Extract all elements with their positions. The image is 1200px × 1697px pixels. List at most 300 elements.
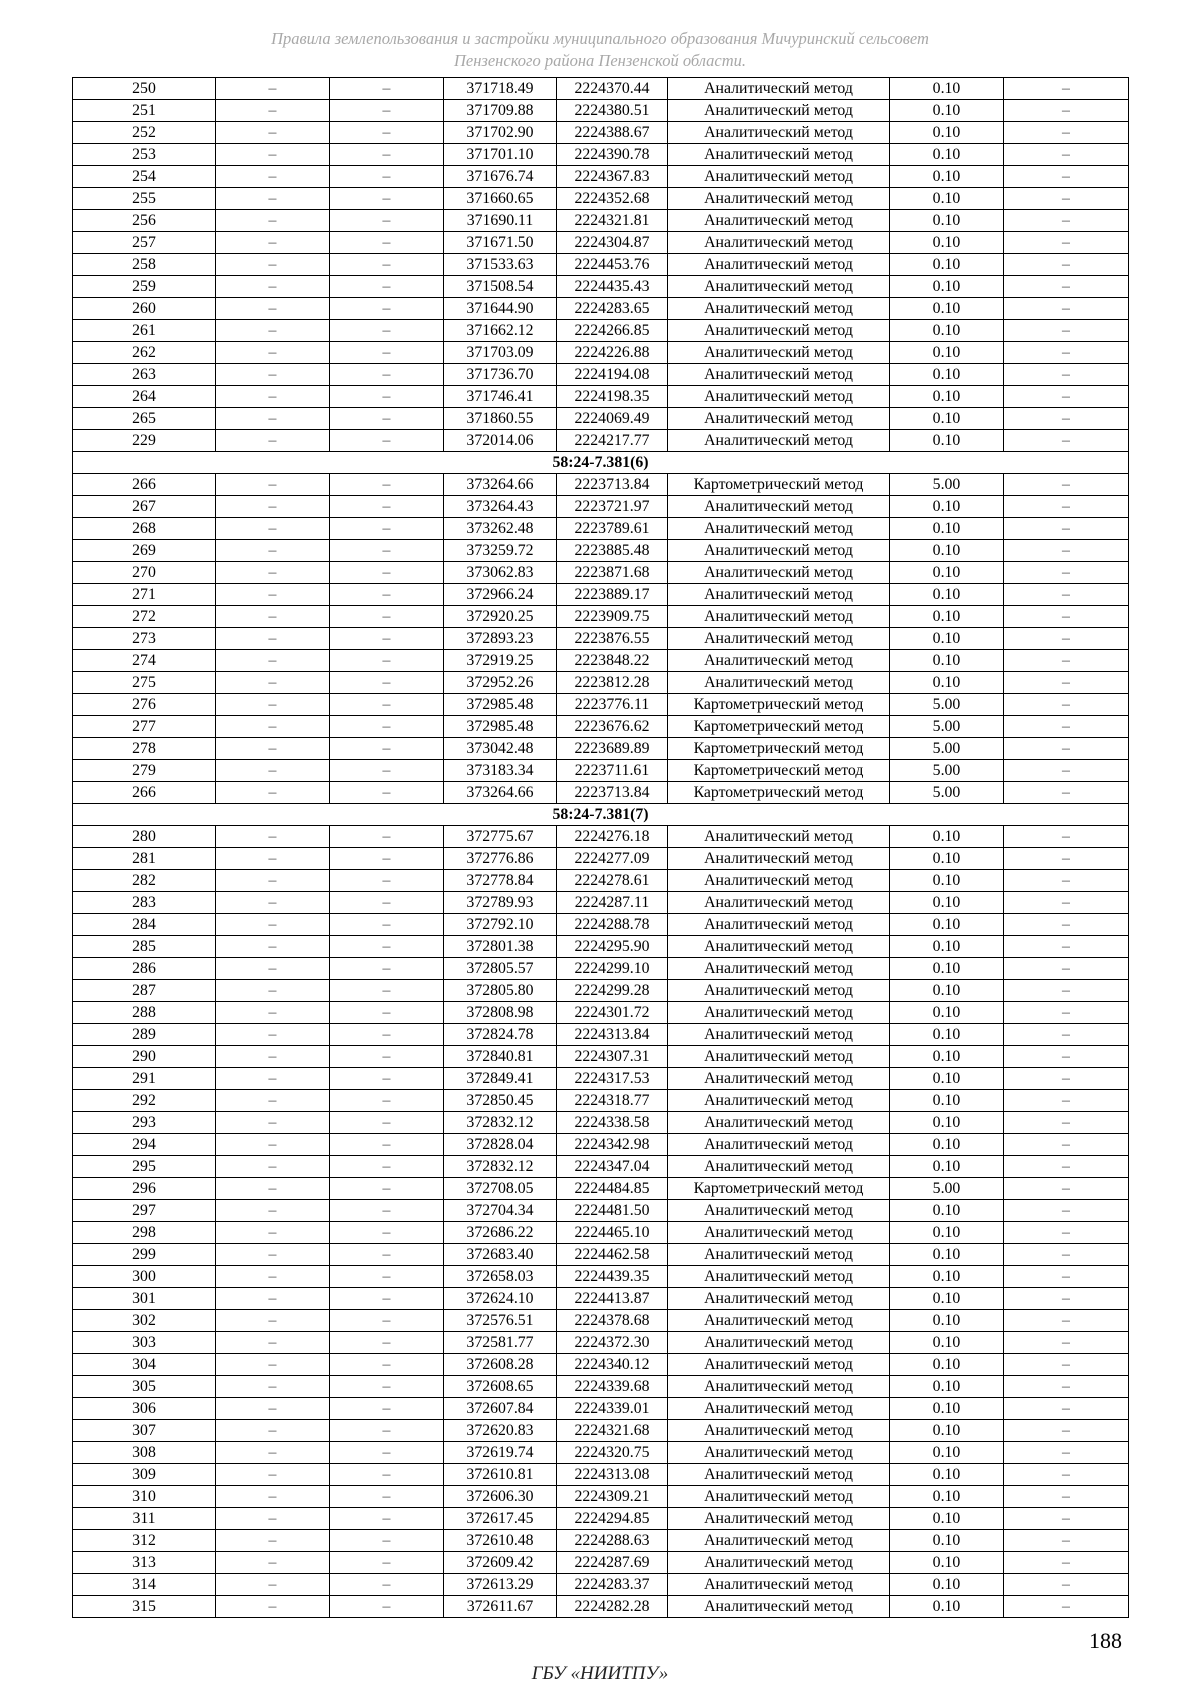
method-cell: Аналитический метод xyxy=(668,980,890,1002)
method-cell: Аналитический метод xyxy=(668,1266,890,1288)
accuracy-cell: 0.10 xyxy=(890,914,1004,936)
col-2-cell: – xyxy=(216,1354,330,1376)
col-2-cell: – xyxy=(216,254,330,276)
accuracy-cell: 0.10 xyxy=(890,584,1004,606)
accuracy-cell: 0.10 xyxy=(890,276,1004,298)
col-8-cell: – xyxy=(1004,1024,1129,1046)
group-row xyxy=(73,804,1129,826)
col-3-cell: – xyxy=(330,562,444,584)
point-number-cell: 254 xyxy=(73,166,216,188)
col-2-cell: – xyxy=(216,870,330,892)
method-cell: Картометрический метод xyxy=(668,738,890,760)
col-2-cell: – xyxy=(216,1486,330,1508)
method-cell: Аналитический метод xyxy=(668,628,890,650)
point-number-cell: 315 xyxy=(73,1596,216,1618)
accuracy-cell: 0.10 xyxy=(890,1354,1004,1376)
table-row xyxy=(73,782,1129,804)
method-cell: Аналитический метод xyxy=(668,848,890,870)
accuracy-cell: 5.00 xyxy=(890,782,1004,804)
col-3-cell: – xyxy=(330,606,444,628)
table-row xyxy=(73,1332,1129,1354)
y-coordinate-cell: 2224321.68 xyxy=(557,1420,668,1442)
y-coordinate-cell: 2224266.85 xyxy=(557,320,668,342)
col-2-cell: – xyxy=(216,782,330,804)
col-8-cell: – xyxy=(1004,166,1129,188)
method-cell: Аналитический метод xyxy=(668,562,890,584)
accuracy-cell: 0.10 xyxy=(890,672,1004,694)
col-2-cell: – xyxy=(216,1134,330,1156)
col-2-cell: – xyxy=(216,1090,330,1112)
accuracy-cell: 0.10 xyxy=(890,870,1004,892)
table-row xyxy=(73,1310,1129,1332)
col-2-cell: – xyxy=(216,914,330,936)
col-2-cell: – xyxy=(216,474,330,496)
col-3-cell: – xyxy=(330,958,444,980)
y-coordinate-cell: 2224194.08 xyxy=(557,364,668,386)
point-number-cell: 298 xyxy=(73,1222,216,1244)
method-cell: Аналитический метод xyxy=(668,408,890,430)
col-8-cell: – xyxy=(1004,980,1129,1002)
col-3-cell: – xyxy=(330,342,444,364)
x-coordinate-cell: 372985.48 xyxy=(444,716,557,738)
table-row xyxy=(73,1002,1129,1024)
point-number-cell: 276 xyxy=(73,694,216,716)
x-coordinate-cell: 372850.45 xyxy=(444,1090,557,1112)
col-2-cell: – xyxy=(216,628,330,650)
point-number-cell: 266 xyxy=(73,474,216,496)
y-coordinate-cell: 2224288.78 xyxy=(557,914,668,936)
x-coordinate-cell: 373262.48 xyxy=(444,518,557,540)
method-cell: Аналитический метод xyxy=(668,1222,890,1244)
col-3-cell: – xyxy=(330,1068,444,1090)
method-cell: Картометрический метод xyxy=(668,760,890,782)
col-3-cell: – xyxy=(330,738,444,760)
col-8-cell: – xyxy=(1004,496,1129,518)
method-cell: Аналитический метод xyxy=(668,254,890,276)
y-coordinate-cell: 2224313.84 xyxy=(557,1024,668,1046)
point-number-cell: 287 xyxy=(73,980,216,1002)
point-number-cell: 263 xyxy=(73,364,216,386)
col-3-cell: – xyxy=(330,1090,444,1112)
x-coordinate-cell: 371703.09 xyxy=(444,342,557,364)
point-number-cell: 301 xyxy=(73,1288,216,1310)
col-8-cell: – xyxy=(1004,1596,1129,1618)
table-row xyxy=(73,1288,1129,1310)
col-3-cell: – xyxy=(330,386,444,408)
y-coordinate-cell: 2224378.68 xyxy=(557,1310,668,1332)
accuracy-cell: 5.00 xyxy=(890,1178,1004,1200)
point-number-cell: 299 xyxy=(73,1244,216,1266)
x-coordinate-cell: 371709.88 xyxy=(444,100,557,122)
x-coordinate-cell: 372704.34 xyxy=(444,1200,557,1222)
col-3-cell: – xyxy=(330,1486,444,1508)
method-cell: Аналитический метод xyxy=(668,1420,890,1442)
table-row xyxy=(73,606,1129,628)
point-number-cell: 284 xyxy=(73,914,216,936)
y-coordinate-cell: 2224390.78 xyxy=(557,144,668,166)
y-coordinate-cell: 2224278.61 xyxy=(557,870,668,892)
col-3-cell: – xyxy=(330,188,444,210)
col-8-cell: – xyxy=(1004,1310,1129,1332)
col-3-cell: – xyxy=(330,1200,444,1222)
point-number-cell: 268 xyxy=(73,518,216,540)
point-number-cell: 288 xyxy=(73,1002,216,1024)
col-3-cell: – xyxy=(330,1332,444,1354)
col-8-cell: – xyxy=(1004,342,1129,364)
table-row xyxy=(73,232,1129,254)
point-number-cell: 277 xyxy=(73,716,216,738)
method-cell: Аналитический метод xyxy=(668,584,890,606)
col-8-cell: – xyxy=(1004,100,1129,122)
x-coordinate-cell: 373264.66 xyxy=(444,782,557,804)
col-2-cell: – xyxy=(216,1024,330,1046)
col-3-cell: – xyxy=(330,1002,444,1024)
method-cell: Аналитический метод xyxy=(668,1552,890,1574)
x-coordinate-cell: 372775.67 xyxy=(444,826,557,848)
x-coordinate-cell: 372801.38 xyxy=(444,936,557,958)
y-coordinate-cell: 2223885.48 xyxy=(557,540,668,562)
method-cell: Аналитический метод xyxy=(668,276,890,298)
x-coordinate-cell: 371662.12 xyxy=(444,320,557,342)
method-cell: Аналитический метод xyxy=(668,650,890,672)
table-row xyxy=(73,1200,1129,1222)
method-cell: Аналитический метод xyxy=(668,430,890,452)
col-3-cell: – xyxy=(330,254,444,276)
col-8-cell: – xyxy=(1004,782,1129,804)
method-cell: Аналитический метод xyxy=(668,1024,890,1046)
x-coordinate-cell: 371660.65 xyxy=(444,188,557,210)
accuracy-cell: 0.10 xyxy=(890,1398,1004,1420)
x-coordinate-cell: 372608.28 xyxy=(444,1354,557,1376)
col-8-cell: – xyxy=(1004,1222,1129,1244)
col-2-cell: – xyxy=(216,232,330,254)
col-8-cell: – xyxy=(1004,1552,1129,1574)
y-coordinate-cell: 2224287.11 xyxy=(557,892,668,914)
col-8-cell: – xyxy=(1004,1266,1129,1288)
col-2-cell: – xyxy=(216,100,330,122)
col-8-cell: – xyxy=(1004,1134,1129,1156)
col-2-cell: – xyxy=(216,848,330,870)
accuracy-cell: 0.10 xyxy=(890,1442,1004,1464)
accuracy-cell: 0.10 xyxy=(890,1024,1004,1046)
col-3-cell: – xyxy=(330,1222,444,1244)
point-number-cell: 295 xyxy=(73,1156,216,1178)
col-2-cell: – xyxy=(216,606,330,628)
col-8-cell: – xyxy=(1004,1508,1129,1530)
col-2-cell: – xyxy=(216,342,330,364)
table-row xyxy=(73,958,1129,980)
col-8-cell: – xyxy=(1004,1398,1129,1420)
col-3-cell: – xyxy=(330,122,444,144)
point-number-cell: 278 xyxy=(73,738,216,760)
col-8-cell: – xyxy=(1004,826,1129,848)
col-2-cell: – xyxy=(216,276,330,298)
x-coordinate-cell: 372708.05 xyxy=(444,1178,557,1200)
col-2-cell: – xyxy=(216,1046,330,1068)
method-cell: Аналитический метод xyxy=(668,1068,890,1090)
point-number-cell: 265 xyxy=(73,408,216,430)
col-3-cell: – xyxy=(330,980,444,1002)
y-coordinate-cell: 2224304.87 xyxy=(557,232,668,254)
y-coordinate-cell: 2223711.61 xyxy=(557,760,668,782)
col-3-cell: – xyxy=(330,1530,444,1552)
col-2-cell: – xyxy=(216,1178,330,1200)
table-row xyxy=(73,78,1129,100)
table-row xyxy=(73,848,1129,870)
col-2-cell: – xyxy=(216,1002,330,1024)
y-coordinate-cell: 2224439.35 xyxy=(557,1266,668,1288)
point-number-cell: 313 xyxy=(73,1552,216,1574)
col-3-cell: – xyxy=(330,1310,444,1332)
x-coordinate-cell: 373264.66 xyxy=(444,474,557,496)
point-number-cell: 270 xyxy=(73,562,216,584)
table-row xyxy=(73,364,1129,386)
col-8-cell: – xyxy=(1004,1156,1129,1178)
y-coordinate-cell: 2224318.77 xyxy=(557,1090,668,1112)
method-cell: Аналитический метод xyxy=(668,870,890,892)
x-coordinate-cell: 372805.80 xyxy=(444,980,557,1002)
y-coordinate-cell: 2224294.85 xyxy=(557,1508,668,1530)
col-8-cell: – xyxy=(1004,628,1129,650)
col-2-cell: – xyxy=(216,1464,330,1486)
x-coordinate-cell: 372832.12 xyxy=(444,1156,557,1178)
col-8-cell: – xyxy=(1004,1420,1129,1442)
method-cell: Аналитический метод xyxy=(668,1508,890,1530)
col-3-cell: – xyxy=(330,166,444,188)
group-label: 58:24-7.381(6) xyxy=(73,452,1129,474)
table-row xyxy=(73,1024,1129,1046)
accuracy-cell: 0.10 xyxy=(890,1310,1004,1332)
y-coordinate-cell: 2224283.37 xyxy=(557,1574,668,1596)
col-8-cell: – xyxy=(1004,738,1129,760)
table-row xyxy=(73,496,1129,518)
point-number-cell: 252 xyxy=(73,122,216,144)
col-3-cell: – xyxy=(330,1156,444,1178)
y-coordinate-cell: 2224339.68 xyxy=(557,1376,668,1398)
method-cell: Аналитический метод xyxy=(668,1156,890,1178)
col-2-cell: – xyxy=(216,562,330,584)
accuracy-cell: 0.10 xyxy=(890,518,1004,540)
col-2-cell: – xyxy=(216,298,330,320)
accuracy-cell: 0.10 xyxy=(890,496,1004,518)
col-2-cell: – xyxy=(216,672,330,694)
col-3-cell: – xyxy=(330,628,444,650)
method-cell: Аналитический метод xyxy=(668,1244,890,1266)
method-cell: Аналитический метод xyxy=(668,914,890,936)
col-8-cell: – xyxy=(1004,848,1129,870)
table-row xyxy=(73,1068,1129,1090)
method-cell: Картометрический метод xyxy=(668,474,890,496)
y-coordinate-cell: 2223676.62 xyxy=(557,716,668,738)
col-8-cell: – xyxy=(1004,188,1129,210)
col-3-cell: – xyxy=(330,1420,444,1442)
col-8-cell: – xyxy=(1004,78,1129,100)
y-coordinate-cell: 2224388.67 xyxy=(557,122,668,144)
col-8-cell: – xyxy=(1004,276,1129,298)
accuracy-cell: 0.10 xyxy=(890,342,1004,364)
table-row xyxy=(73,1530,1129,1552)
table-row xyxy=(73,672,1129,694)
header-line-1: Правила землепользования и застройки муниципального образования Мичуринский сельсовет xyxy=(271,29,929,48)
col-2-cell: – xyxy=(216,1442,330,1464)
x-coordinate-cell: 372920.25 xyxy=(444,606,557,628)
table-row xyxy=(73,1112,1129,1134)
table-row xyxy=(73,650,1129,672)
method-cell: Аналитический метод xyxy=(668,1442,890,1464)
table-row xyxy=(73,408,1129,430)
y-coordinate-cell: 2224352.68 xyxy=(557,188,668,210)
col-2-cell: – xyxy=(216,650,330,672)
table-row xyxy=(73,1046,1129,1068)
col-3-cell: – xyxy=(330,364,444,386)
x-coordinate-cell: 373259.72 xyxy=(444,540,557,562)
document-footer: ГБУ «НИИТПУ» xyxy=(531,1663,669,1684)
table-row xyxy=(73,122,1129,144)
accuracy-cell: 0.10 xyxy=(890,430,1004,452)
y-coordinate-cell: 2224465.10 xyxy=(557,1222,668,1244)
x-coordinate-cell: 372828.04 xyxy=(444,1134,557,1156)
table-row xyxy=(73,1464,1129,1486)
y-coordinate-cell: 2223713.84 xyxy=(557,782,668,804)
y-coordinate-cell: 2224307.31 xyxy=(557,1046,668,1068)
x-coordinate-cell: 371644.90 xyxy=(444,298,557,320)
table-row xyxy=(73,320,1129,342)
method-cell: Аналитический метод xyxy=(668,1464,890,1486)
col-3-cell: – xyxy=(330,892,444,914)
col-8-cell: – xyxy=(1004,1574,1129,1596)
accuracy-cell: 5.00 xyxy=(890,474,1004,496)
col-8-cell: – xyxy=(1004,1046,1129,1068)
col-8-cell: – xyxy=(1004,606,1129,628)
col-8-cell: – xyxy=(1004,430,1129,452)
point-number-cell: 262 xyxy=(73,342,216,364)
accuracy-cell: 0.10 xyxy=(890,1574,1004,1596)
accuracy-cell: 5.00 xyxy=(890,716,1004,738)
accuracy-cell: 0.10 xyxy=(890,1508,1004,1530)
y-coordinate-cell: 2224462.58 xyxy=(557,1244,668,1266)
x-coordinate-cell: 371702.90 xyxy=(444,122,557,144)
point-number-cell: 261 xyxy=(73,320,216,342)
col-8-cell: – xyxy=(1004,562,1129,584)
x-coordinate-cell: 371701.10 xyxy=(444,144,557,166)
col-3-cell: – xyxy=(330,430,444,452)
method-cell: Аналитический метод xyxy=(668,1134,890,1156)
x-coordinate-cell: 371671.50 xyxy=(444,232,557,254)
table-row xyxy=(73,1508,1129,1530)
col-2-cell: – xyxy=(216,1376,330,1398)
method-cell: Аналитический метод xyxy=(668,78,890,100)
col-2-cell: – xyxy=(216,738,330,760)
x-coordinate-cell: 372606.30 xyxy=(444,1486,557,1508)
y-coordinate-cell: 2224313.08 xyxy=(557,1464,668,1486)
y-coordinate-cell: 2224226.88 xyxy=(557,342,668,364)
x-coordinate-cell: 372624.10 xyxy=(444,1288,557,1310)
y-coordinate-cell: 2224339.01 xyxy=(557,1398,668,1420)
x-coordinate-cell: 373062.83 xyxy=(444,562,557,584)
table-row xyxy=(73,936,1129,958)
col-3-cell: – xyxy=(330,1464,444,1486)
accuracy-cell: 0.10 xyxy=(890,1596,1004,1618)
point-number-cell: 309 xyxy=(73,1464,216,1486)
table-row xyxy=(73,584,1129,606)
accuracy-cell: 0.10 xyxy=(890,408,1004,430)
accuracy-cell: 0.10 xyxy=(890,1068,1004,1090)
accuracy-cell: 0.10 xyxy=(890,540,1004,562)
method-cell: Аналитический метод xyxy=(668,1046,890,1068)
col-3-cell: – xyxy=(330,1354,444,1376)
y-coordinate-cell: 2224309.21 xyxy=(557,1486,668,1508)
point-number-cell: 250 xyxy=(73,78,216,100)
accuracy-cell: 0.10 xyxy=(890,298,1004,320)
table-row xyxy=(73,1090,1129,1112)
x-coordinate-cell: 372792.10 xyxy=(444,914,557,936)
x-coordinate-cell: 372608.65 xyxy=(444,1376,557,1398)
table-row xyxy=(73,562,1129,584)
group-label: 58:24-7.381(7) xyxy=(73,804,1129,826)
point-number-cell: 290 xyxy=(73,1046,216,1068)
y-coordinate-cell: 2223871.68 xyxy=(557,562,668,584)
method-cell: Аналитический метод xyxy=(668,122,890,144)
col-8-cell: – xyxy=(1004,474,1129,496)
point-number-cell: 285 xyxy=(73,936,216,958)
point-number-cell: 251 xyxy=(73,100,216,122)
y-coordinate-cell: 2224453.76 xyxy=(557,254,668,276)
point-number-cell: 271 xyxy=(73,584,216,606)
y-coordinate-cell: 2224320.75 xyxy=(557,1442,668,1464)
y-coordinate-cell: 2224370.44 xyxy=(557,78,668,100)
method-cell: Аналитический метод xyxy=(668,1002,890,1024)
method-cell: Аналитический метод xyxy=(668,936,890,958)
table-row xyxy=(73,694,1129,716)
x-coordinate-cell: 372919.25 xyxy=(444,650,557,672)
accuracy-cell: 0.10 xyxy=(890,650,1004,672)
x-coordinate-cell: 372581.77 xyxy=(444,1332,557,1354)
accuracy-cell: 0.10 xyxy=(890,1244,1004,1266)
col-3-cell: – xyxy=(330,716,444,738)
x-coordinate-cell: 371676.74 xyxy=(444,166,557,188)
point-number-cell: 273 xyxy=(73,628,216,650)
y-coordinate-cell: 2224484.85 xyxy=(557,1178,668,1200)
accuracy-cell: 0.10 xyxy=(890,1266,1004,1288)
col-3-cell: – xyxy=(330,1266,444,1288)
col-3-cell: – xyxy=(330,210,444,232)
x-coordinate-cell: 372789.93 xyxy=(444,892,557,914)
table-row xyxy=(73,1178,1129,1200)
col-2-cell: – xyxy=(216,1574,330,1596)
point-number-cell: 291 xyxy=(73,1068,216,1090)
col-8-cell: – xyxy=(1004,518,1129,540)
col-3-cell: – xyxy=(330,1398,444,1420)
col-3-cell: – xyxy=(330,1552,444,1574)
point-number-cell: 279 xyxy=(73,760,216,782)
col-8-cell: – xyxy=(1004,1354,1129,1376)
point-number-cell: 300 xyxy=(73,1266,216,1288)
method-cell: Аналитический метод xyxy=(668,298,890,320)
table-row xyxy=(73,892,1129,914)
col-8-cell: – xyxy=(1004,1464,1129,1486)
col-3-cell: – xyxy=(330,584,444,606)
accuracy-cell: 0.10 xyxy=(890,1112,1004,1134)
table-row xyxy=(73,254,1129,276)
y-coordinate-cell: 2224217.77 xyxy=(557,430,668,452)
table-row xyxy=(73,1398,1129,1420)
table-row xyxy=(73,1574,1129,1596)
y-coordinate-cell: 2224283.65 xyxy=(557,298,668,320)
x-coordinate-cell: 371860.55 xyxy=(444,408,557,430)
point-number-cell: 229 xyxy=(73,430,216,452)
col-2-cell: – xyxy=(216,518,330,540)
col-8-cell: – xyxy=(1004,540,1129,562)
